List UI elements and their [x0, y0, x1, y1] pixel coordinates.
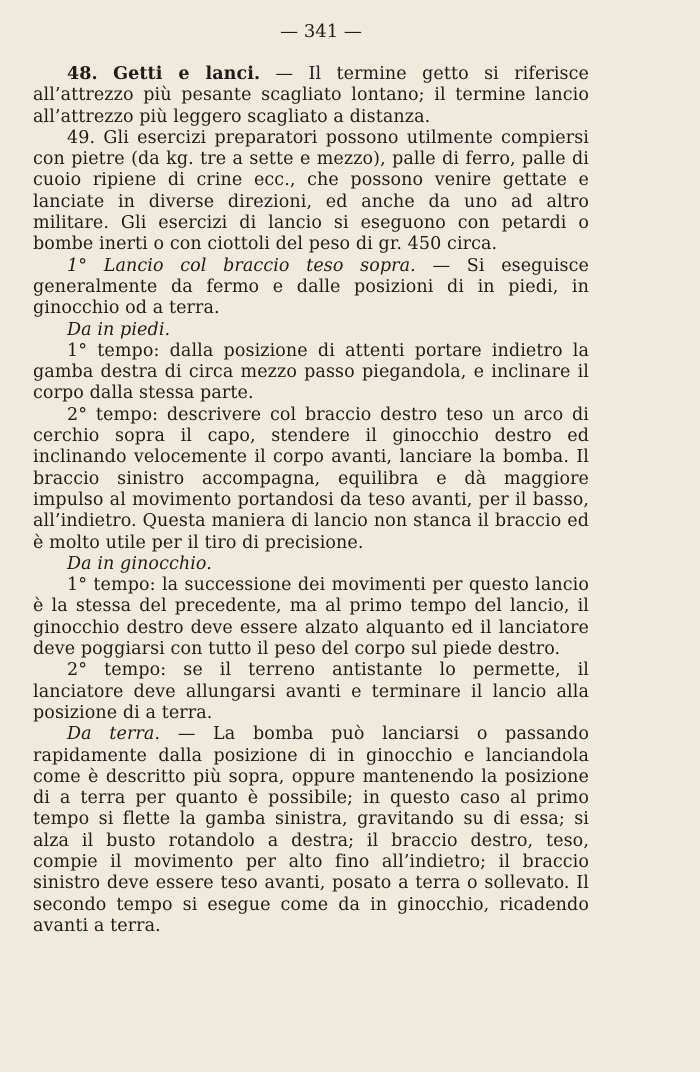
paragraph-text: — Il termine getto si riferisce all’attrezzo più pesante scagliato lontano; il termine lancio all’attrezzo più leggero scagliato a distanza. — [33, 64, 589, 127]
paragraph-text: — Si eseguisce generalmente da fermo e dalle posizioni di in piedi, in ginocchio od a terra. — [33, 255, 589, 319]
heading-da-in-ginocchio: Da in ginocchio. — [67, 553, 212, 574]
paragraph-48 — [33, 64, 589, 128]
heading-da-in-piedi: Da in piedi. — [67, 319, 171, 340]
piedi-tempo-2: 2° tempo: descrivere col braccio destro teso un arco di cerchio sopra il capo, stendere il ginocchio destro ed inclinando velocemente il corpo avanti, lanciare la bomba. Il braccio sinistro accompagna, equilibra e dà maggiore impulso al movimento portandosi da teso avanti, per il basso, all’indietro. Questa maniera di lancio non stanca il braccio ed è molto utile per il tiro di precisione. — [33, 404, 589, 553]
ginocchio-tempo-2: 2° tempo: se il terreno antistante lo permette, il lanciatore deve allungarsi avanti e terminare il lancio alla posizione di a terra. — [33, 660, 589, 723]
page-number: — 341 — — [280, 21, 362, 42]
subsection-title: 1° Lancio col braccio teso sopra. — [67, 255, 416, 276]
ginocchio-tempo-1: 1° tempo: la successione dei movimenti per questo lancio è la stessa del precedente, ma al primo tempo del lancio, il ginocchio destro deve essere alzato alquanto ed il lanciatore deve poggiarsi con tutto il peso del corpo sul piede destro. — [33, 575, 589, 660]
paragraph-49 — [33, 128, 589, 256]
paragraph-text: Gli esercizi preparatori possono utilmente compiersi con pietre (da kg. tre a sette e mezzo), palle di ferro, palle di cuoio ripiene di crine ecc., che possono venire gettate e lanciate in diverse direzioni, ed anche da uno ad altro militare. Gli esercizi di lancio si eseguono con petardi o bombe inerti o con ciottoli del peso di gr. 450 circa. — [33, 127, 589, 255]
paragraph-da-terra — [33, 724, 589, 937]
paragraph-text: — La bomba può lanciarsi o passando rapidamente dalla posizione di in ginocchio e lanciandola come è descritto più sopra, oppure mantenendo la posizione di a terra per quanto è possibile; in questo caso al primo tempo si flette la gamba sinistra, gravitando su di essa; si alza il busto rotandolo a destra; il braccio destro, teso, compie il movimento per alto fino all’indietro; il braccio sinistro deve essere teso avanti, posato a terra o sollevato. Il secondo tempo si esegue come da in ginocchio, ricadendo avanti a terra. — [33, 724, 589, 936]
paragraph-number: 49. — [67, 127, 96, 148]
paragraph-number: 48. — [67, 64, 98, 84]
piedi-tempo-1: 1° tempo: dalla posizione di attenti portare indietro la gamba destra di circa mezzo passo piegandola, e inclinare il corpo dalla stessa parte. — [33, 340, 589, 404]
paragraph-lancio-braccio-teso — [33, 256, 589, 320]
section-title: Getti e lanci. — [113, 64, 261, 84]
subsection-title: Da terra. — [67, 724, 161, 745]
